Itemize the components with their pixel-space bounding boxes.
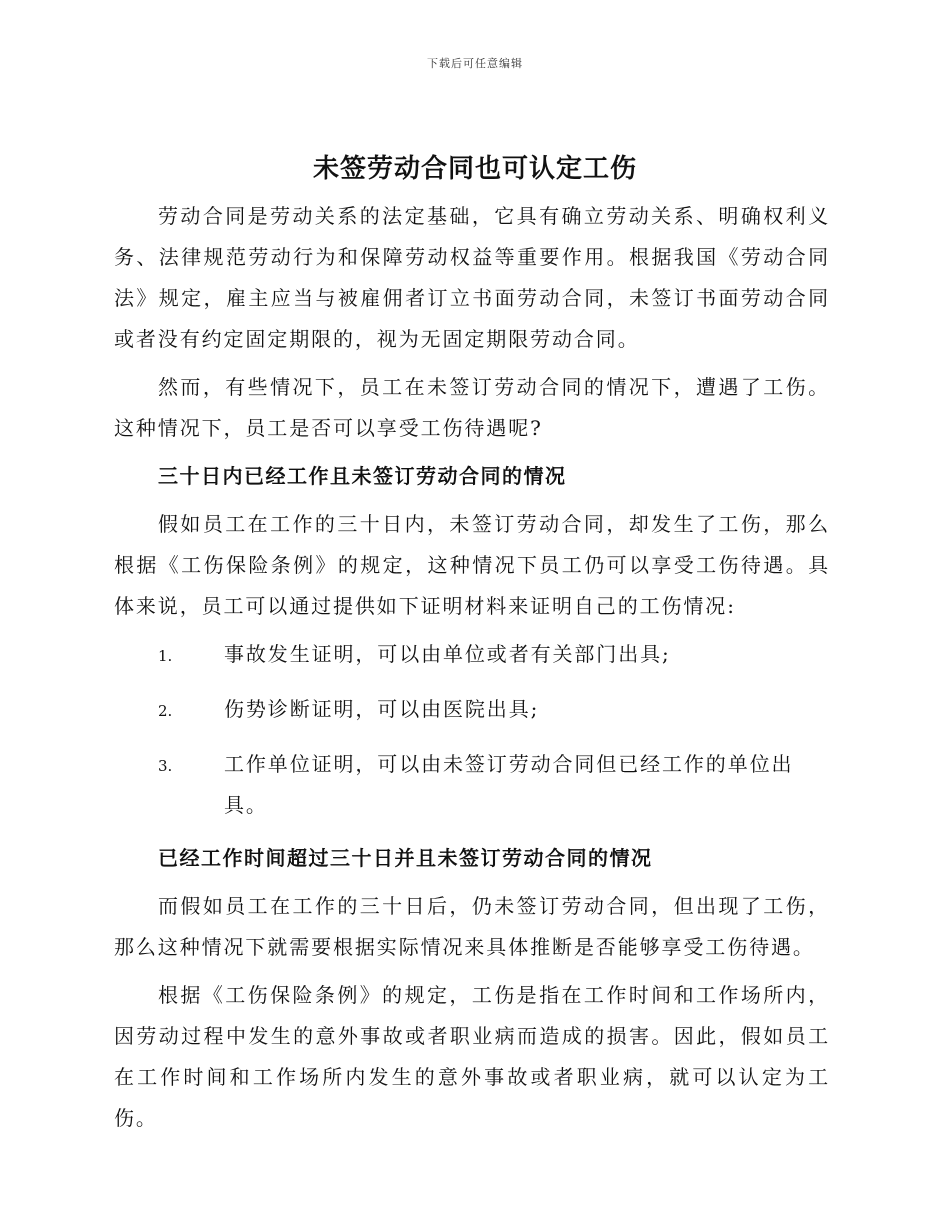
list-item-text: 伤势诊断证明，可以由医院出具;	[224, 697, 540, 721]
paragraph-intro: 劳动合同是劳动关系的法定基础，它具有确立劳动关系、明确权利义务、法律规范劳动行为和保障劳动权益等重要作用。根据我国《劳动合同法》规定，雇主应当与被雇佣者订立书面劳动合同，未签订书面劳动合同或者没有约定固定期限的，视为无固定期限劳动合同。	[114, 204, 830, 351]
document-title: 未签劳动合同也可认定工伤	[312, 154, 637, 184]
list-item	[114, 689, 830, 732]
list-item	[114, 744, 830, 826]
paragraph-over-30-days: 而假如员工在工作的三十日后，仍未签订劳动合同，但出现了工伤，那么这种情况下就需要根据实际情况来具体推断是否能够享受工伤待遇。	[114, 894, 830, 959]
list-item-number: 1.	[158, 647, 173, 665]
list-item-text: 事故发生证明，可以由单位或者有关部门出具;	[224, 642, 671, 666]
header-note: 下载后可任意编辑	[427, 57, 523, 70]
list-item	[114, 634, 830, 677]
paragraph-question: 然而，有些情况下，员工在未签订劳动合同的情况下，遭遇了工伤。这种情况下，员工是否可以享受工伤待遇呢?	[114, 375, 830, 440]
section-heading-within-30-days: 三十日内已经工作且未签订劳动合同的情况	[158, 464, 567, 488]
paragraph-within-30-days: 假如员工在工作的三十日内，未签订劳动合同，却发生了工伤，那么根据《工伤保险条例》的规定，这种情况下员工仍可以享受工伤待遇。具体来说，员工可以通过提供如下证明材料来证明自己的工伤情况:	[114, 512, 830, 618]
document-body	[114, 196, 830, 1146]
list-item-number: 3.	[158, 757, 173, 775]
paragraph-regulation: 根据《工伤保险条例》的规定，工伤是指在工作时间和工作场所内，因劳动过程中发生的意外事故或者职业病而造成的损害。因此，假如员工在工作时间和工作场所内发生的意外事故或者职业病，就可以认定为工伤。	[114, 983, 830, 1130]
section-heading-over-30-days: 已经工作时间超过三十日并且未签订劳动合同的情况	[158, 846, 653, 870]
list-item-text: 工作单位证明，可以由未签订劳动合同但已经工作的单位出具。	[224, 752, 794, 817]
list-item-number: 2.	[158, 702, 173, 720]
